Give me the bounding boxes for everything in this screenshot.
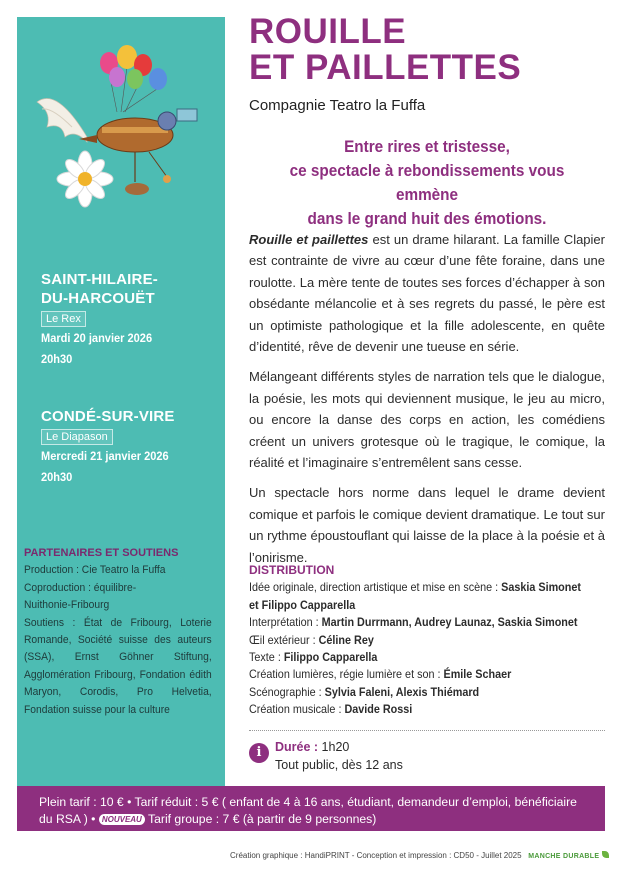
venue-date: Mardi 20 janvier 2026 (41, 331, 153, 345)
venue-conde-sur-vire (41, 407, 180, 487)
credit-line (249, 666, 600, 683)
venue-city: DU-HARCOUËT (41, 290, 155, 307)
credit-line (249, 649, 600, 666)
description-title: Rouille et paillettes (249, 232, 369, 247)
partners-coproduction: Coproduction : équilibre- (24, 581, 137, 594)
credit-value: Saskia Simonet (501, 580, 581, 595)
credit-line (249, 579, 600, 596)
credit-line (249, 701, 600, 718)
venue-city: CONDÉ-SUR-VIRE (41, 408, 175, 425)
credit-value: Filippo Capparella (283, 650, 378, 665)
company-name: Compagnie Teatro la Fuffa (249, 97, 426, 114)
credit-line (249, 597, 600, 614)
new-badge: NOUVEAU (99, 814, 145, 825)
venue-place: Le Rex (41, 311, 86, 327)
footer (230, 851, 609, 860)
credit-label: Œil extérieur : (249, 632, 319, 647)
description (249, 229, 605, 577)
credit-line (249, 684, 600, 701)
venue-saint-hilaire (41, 270, 162, 369)
pricing-text: du RSA ) • (39, 812, 96, 826)
partners-soutiens: Soutiens : État de Fribourg, Loterie Romande, Société suisse des auteurs (SSA), Ernst Göhner Stiftung, Agglomération Fribourg, Fondation édith Maryon, Corodis, Pro Helvetia, Fondation suisse pour la culture (24, 616, 212, 716)
credit-label: Interprétation : (249, 615, 322, 630)
partners-coproduction: Nuithonie-Fribourg (24, 599, 110, 612)
pricing-text: Tarif groupe : 7 € (à partir de 9 personnes) (144, 812, 377, 826)
credit-label: Texte : (249, 650, 284, 665)
credit-label: Scénographie : (249, 684, 325, 699)
venue-city: SAINT-HILAIRE- (41, 271, 158, 288)
credit-label: Création musicale : (249, 702, 345, 717)
description-paragraph: Un spectacle hors norme dans lequel le drame devient comique et parfois le comique devient dramatique. Le tout sur un rythme époustouflant qui laisse de la place à la poésie et à l’onirisme. (249, 485, 605, 565)
description-text: est un drame hilarant. La famille Clapier est contrainte de vivre au cœur d’une fête foraine, dans une roulotte. La mère tente de toutes ses forces d’échapper à son obsédante mélancolie et à ses regrets du passé, le père est un optimiste pathologique et la fille adolescente, en quête d’identité, rêve de devenir une tueuse en série. (249, 232, 605, 355)
duration-value: 1h20 (321, 740, 350, 754)
pricing-bar (17, 786, 605, 831)
tagline-line: ce spectacle à rebondissements vous emmène (289, 161, 565, 204)
distribution-heading: DISTRIBUTION (249, 563, 335, 577)
credit-value: Martin Durrmann, Audrey Launaz, Saskia Simonet (321, 615, 578, 630)
info-icon: i (249, 743, 269, 763)
audience: Tout public, dès 12 ans (275, 758, 403, 772)
venue-place: Le Diapason (41, 429, 113, 445)
credit-value: et Filippo Capparella (249, 597, 356, 612)
credit-value: Sylvia Faleni, Alexis Thiémard (324, 684, 480, 699)
description-paragraph: Mélangeant différents styles de narration tels que le dialogue, la poésie, les mots qui deviennent musique, le jeu au micro, ou encore la danse des corps en action, les comédiens créent un univers grotesque où le tragique, le comique, la réalité et l’imaginaire s’entremêlent sans cesse. (249, 369, 605, 471)
credit-label: Création lumières, régie lumière et son : (249, 667, 444, 682)
credit-value: Céline Rey (318, 632, 374, 647)
tagline-line: dans le grand huit des émotions. (307, 209, 547, 228)
distribution-section (249, 562, 605, 719)
venue-time: 20h30 (41, 352, 73, 366)
manche-durable-logo: MANCHE DURABLE (528, 853, 600, 860)
duration-label: Durée : (275, 740, 322, 754)
info-text (275, 738, 403, 774)
credit-value: Davide Rossi (344, 702, 413, 717)
flying-machine-illustration (17, 17, 225, 262)
credit-line (249, 614, 600, 631)
description-paragraph (249, 229, 605, 357)
pricing-line (39, 811, 593, 828)
pricing-line: Plein tarif : 10 € • Tarif réduit : 5 € ( enfant de 4 à 16 ans, étudiant, demandeur d’emploi, bénéficiaire (39, 795, 577, 809)
venue-date: Mercredi 21 janvier 2026 (41, 449, 169, 463)
title-line: ET PAILLETTES (249, 48, 522, 87)
title-line: ROUILLE (249, 12, 407, 51)
leaf-icon (602, 851, 609, 858)
credit-value: Émile Schaer (443, 667, 512, 682)
partners-heading: PARTENAIRES ET SOUTIENS (24, 547, 179, 559)
credit-label: Idée originale, direction artistique et mise en scène : (249, 580, 502, 595)
partners-section (24, 545, 212, 719)
tagline-line: Entre rires et tristesse, (344, 137, 510, 156)
credit-line (249, 632, 600, 649)
show-title (249, 14, 521, 86)
venue-time: 20h30 (41, 470, 73, 484)
partners-production: Production : Cie Teatro la Fuffa (24, 564, 166, 577)
tagline (249, 135, 605, 231)
divider (249, 730, 605, 731)
footer-credits: Création graphique : HandiPRINT - Conception et impression : CD50 - Juillet 2025 (230, 851, 522, 860)
